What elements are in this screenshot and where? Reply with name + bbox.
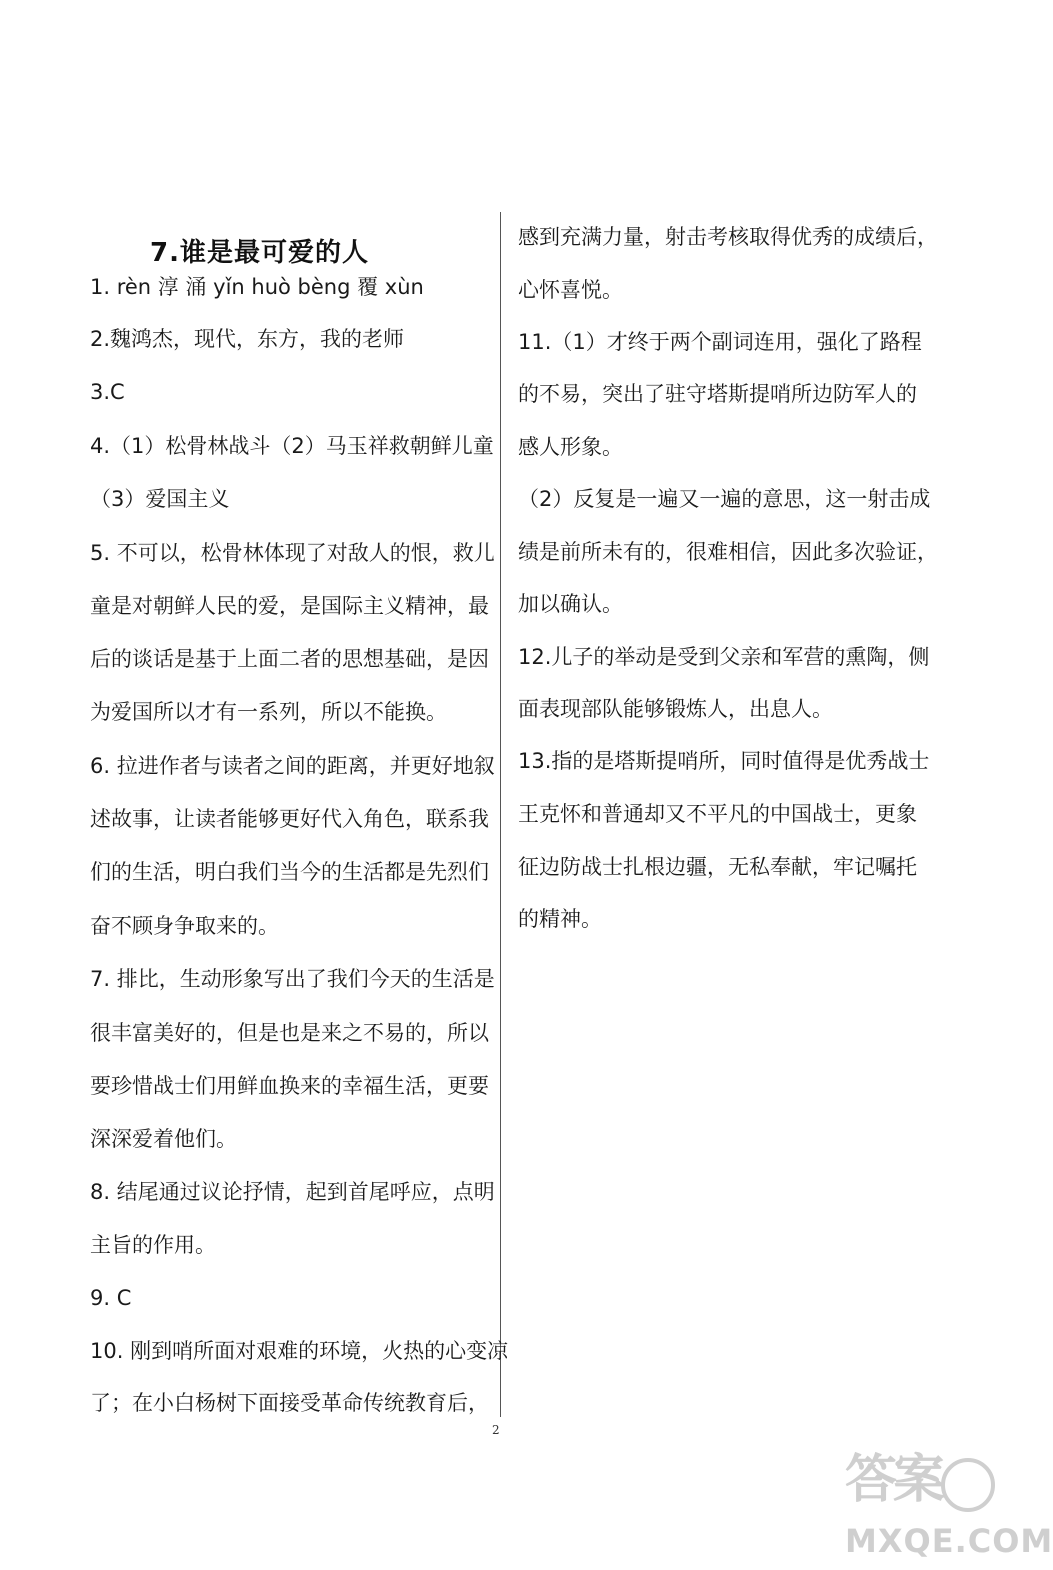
column-divider	[500, 212, 501, 1417]
watermark-logo	[845, 1450, 1053, 1564]
answer-line: 征边防战士扎根边疆，无私奉献，牢记嘱托	[518, 855, 917, 879]
answer-line: 深深爱着他们。	[90, 1127, 237, 1151]
answer-line: 6. 拉进作者与读者之间的距离，并更好地叙	[90, 754, 495, 778]
answer-line: 感人形象。	[518, 435, 623, 459]
answer-line: 的精神。	[518, 907, 602, 931]
answer-line: 要珍惜战士们用鲜血换来的幸福生活，更要	[90, 1074, 489, 1098]
answer-line: 了；在小白杨树下面接受革命传统教育后，	[90, 1391, 489, 1415]
answer-line: 们的生活，明白我们当今的生活都是先烈们	[90, 860, 489, 884]
page-number: 2	[492, 1423, 500, 1437]
answer-line: 13.指的是塔斯提哨所，同时值得是优秀战士	[518, 749, 930, 773]
answer-line: 感到充满力量，射击考核取得优秀的成绩后，	[518, 225, 938, 249]
answer-line: 面表现部队能够锻炼人，出息人。	[518, 697, 833, 721]
answer-line: 10. 刚到哨所面对艰难的环境，火热的心变凉	[90, 1339, 509, 1363]
answer-line: 9. C	[90, 1286, 132, 1310]
answer-line: 主旨的作用。	[90, 1233, 216, 1257]
answer-line: 5. 不可以，松骨林体现了对敌人的恨，救儿	[90, 541, 495, 565]
watermark-seal-icon	[941, 1458, 995, 1512]
answer-line: 1. rèn 淳 涌 yǐn huò bèng 覆 xùn	[90, 275, 424, 299]
answer-line: 11.（1）才终于两个副词连用，强化了路程	[518, 330, 922, 354]
watermark-url: MXQE.COM	[845, 1522, 1053, 1560]
answer-line: 加以确认。	[518, 592, 623, 616]
answer-line: 王克怀和普通却又不平凡的中国战士，更象	[518, 802, 917, 826]
answer-line: （2）反复是一遍又一遍的意思，这一射击成	[518, 487, 931, 511]
answer-line: 4.（1）松骨林战斗（2）马玉祥救朝鲜儿童	[90, 434, 494, 458]
answer-line: 2.魏鸿杰，现代，东方，我的老师	[90, 327, 405, 351]
answer-line: 3.C	[90, 380, 125, 404]
watermark-text: 答案	[845, 1450, 942, 1510]
answer-line: 心怀喜悦。	[518, 278, 623, 302]
answer-line: （3）爱国主义	[90, 487, 230, 511]
answer-line: 12.儿子的举动是受到父亲和军营的熏陶，侧	[518, 645, 930, 669]
answer-line: 为爱国所以才有一系列，所以不能换。	[90, 700, 447, 724]
section-title: 7.谁是最可爱的人	[150, 238, 369, 268]
answer-line: 7. 排比，生动形象写出了我们今天的生活是	[90, 967, 495, 991]
answer-line: 童是对朝鲜人民的爱，是国际主义精神，最	[90, 594, 489, 618]
answer-line: 述故事，让读者能够更好代入角色，联系我	[90, 807, 489, 831]
answer-line: 后的谈话是基于上面二者的思想基础，是因	[90, 647, 489, 671]
answer-line: 奋不顾身争取来的。	[90, 914, 279, 938]
answer-line: 很丰富美好的，但是也是来之不易的，所以	[90, 1021, 489, 1045]
answer-line: 绩是前所未有的，很难相信，因此多次验证，	[518, 540, 938, 564]
answer-line: 的不易，突出了驻守塔斯提哨所边防军人的	[518, 382, 917, 406]
answer-line: 8. 结尾通过议论抒情，起到首尾呼应，点明	[90, 1180, 495, 1204]
